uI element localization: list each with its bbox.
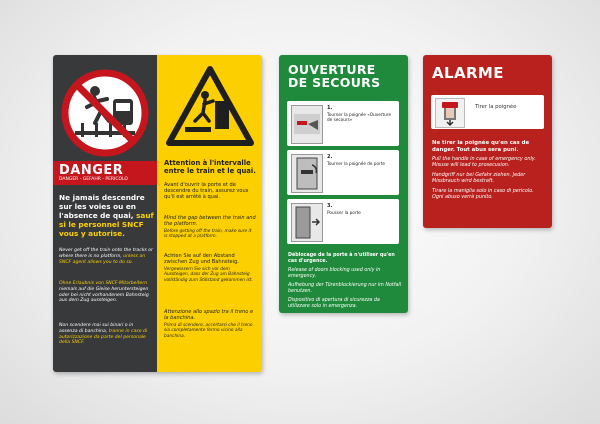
- gap-de-body: Vergewissern Sie sich vor dem Aussteigen, dass der Zug am Bahnsteig vollständig zum Stillstand gekommen ist.: [164, 267, 253, 283]
- danger-title: DANGER: [59, 163, 124, 178]
- danger-panel: [53, 55, 262, 372]
- gap-de-title: Achten Sie auf den Abstand zwischen Zug und Bahnsteig.: [164, 253, 239, 266]
- step-box-3: [287, 199, 399, 244]
- danger-it: Non scendere mai sui binari o in assenza di banchina,: [59, 323, 134, 334]
- danger-it-text: [59, 323, 153, 346]
- title-line-1: OUVERTURE: [288, 62, 376, 77]
- step-text: Tourner la poignée «Ouverture de secours»: [327, 112, 392, 122]
- emergency-footer-en: Release of doors blocking used only in emergency.: [288, 268, 381, 279]
- danger-main-text: [59, 193, 155, 238]
- danger-de-accent: Ohne Erlaubnis von SNCF-Mitarbeitern: [59, 281, 148, 286]
- danger-de: niemals auf die Gleise heruntersteigen oder bei nicht vorhandenem Bahnsteig aus dem Zug aussteigen.: [59, 286, 149, 304]
- no-track-walking-icon: [61, 69, 149, 157]
- gap-en-title: Mind the gap between the train and the platform.: [164, 215, 256, 228]
- gap-fr-title: Attention à l'intervalle entre le train et le quai.: [164, 159, 256, 176]
- step-number: 2.: [327, 154, 333, 160]
- step-box-2: [287, 150, 399, 195]
- danger-main-accent: sauf si le personnel SNCF vous y autorise.: [59, 211, 154, 238]
- gap-it-title: Attenzione allo spazio tra il treno e la banchina.: [164, 309, 254, 322]
- alarm-panel: [423, 55, 552, 228]
- turn-emergency-handle-icon: [291, 105, 323, 144]
- danger-subtitle: DANGER - GEFAHR - PERICOLO: [59, 177, 128, 182]
- emergency-footer-de: Aufhebung der Türenblockierung nur im Notfall benutzen.: [288, 283, 402, 294]
- alarm-instruction-box: [431, 95, 544, 129]
- step-number: 1.: [327, 105, 333, 111]
- gap-en-body: Before getting off the train, make sure it is stopped at a platform.: [164, 229, 252, 240]
- emergency-footer-fr: Déblocage de la porte à n'utiliser qu'en cas d'urgence.: [288, 253, 395, 264]
- emergency-opening-title: [288, 63, 380, 89]
- danger-it-accent: tranne in caso di autorizzazione da parte del personale della SNCF.: [59, 328, 148, 346]
- title-line-2: DE SECOURS: [288, 75, 381, 90]
- danger-main-fr: Ne jamais descendre sur les voies ou en l'absence de quai,: [59, 193, 145, 220]
- alarm-box-text: Tirer la poignée: [475, 104, 517, 110]
- alarm-it-text: Tirare la maniglia solo in caso di pericolo. Ogni abuso verrà punito.: [432, 188, 534, 200]
- step-box-1: [287, 101, 399, 146]
- step-text: Pousser la porte: [327, 210, 361, 215]
- gap-fr-body: Avant d'ouvrir la porte et de descendre du train, assurez vous qu'il est arrêté à quai.: [164, 182, 249, 201]
- emergency-opening-panel: [279, 55, 408, 313]
- pull-handle-icon: [435, 98, 465, 128]
- alarm-en-text: Pull the handle in case of emergency only. Misuse will lead to prosecusion.: [432, 156, 536, 168]
- step-text: Tourner la poignée de porte: [327, 161, 385, 166]
- push-door-icon: [291, 203, 323, 242]
- step-number: 3.: [327, 203, 333, 209]
- alarm-de-text: Handgriff nur bei Gefahr ziehen. Jeder Missbrauch wird bestraft.: [432, 172, 526, 184]
- danger-en: Never get off the train onto the tracks or where there is no platform,: [59, 248, 153, 259]
- danger-en-accent: unless an SNCF agent allows you to do so.: [59, 253, 146, 265]
- emergency-footer-it: Dispositivo di apertura di sicurezza da utilizzare solo in emergenza.: [288, 298, 380, 309]
- danger-de-text: [59, 281, 153, 304]
- gap-warning-icon: [165, 65, 255, 147]
- alarm-main-text: Ne tirer la poignée qu'en cas de danger. Tout abus sera puni.: [432, 140, 530, 153]
- gap-it-body: Prima di scendere, accertarsi che il treno sia completamente fermo vicino alla banchina.: [164, 323, 253, 339]
- danger-en-text: [59, 248, 153, 265]
- alarm-title: ALARME: [432, 64, 504, 82]
- turn-door-handle-icon: [291, 154, 323, 193]
